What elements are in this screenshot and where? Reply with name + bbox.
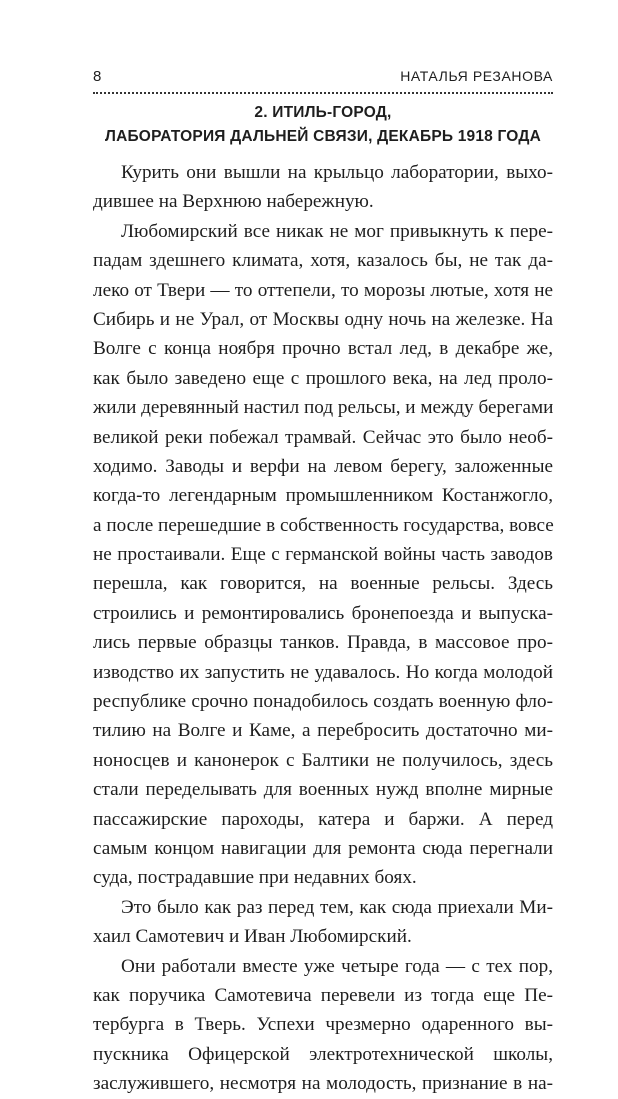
text-line: хаил Самотевич и Иван Любомирский. bbox=[93, 926, 412, 948]
text-line: республике срочно понадобилось создать военную фло- bbox=[93, 691, 553, 713]
text-line: ноносцев и канонерок с Балтики не получилось, здесь bbox=[93, 749, 553, 771]
header-divider bbox=[93, 92, 553, 94]
paragraph bbox=[93, 217, 553, 893]
chapter-heading bbox=[93, 101, 553, 149]
text-line: Они работали вместе уже четыре года — с тех пор, bbox=[121, 955, 553, 977]
text-line: Это было как раз перед тем, как сюда приехали Ми- bbox=[121, 896, 553, 918]
text-line: жили деревянный настил под рельсы, и между берегами bbox=[93, 397, 554, 419]
text-line: Волге с конца ноября прочно встал лед, в декабре же, bbox=[93, 338, 553, 360]
text-line: Сибирь и не Урал, от Москвы одну ночь на железке. На bbox=[93, 308, 553, 330]
page-number: 8 bbox=[93, 68, 102, 85]
text-line: не простаивали. Еще с германской войны часть заводов bbox=[93, 544, 553, 566]
text-line: великой реки побежал трамвай. Сейчас это было необ- bbox=[93, 426, 553, 448]
text-line: когда-то легендарным промышленником Костанжогло, bbox=[93, 485, 553, 507]
paragraph bbox=[93, 893, 553, 952]
text-line: суда, пострадавшие при недавних боях. bbox=[93, 867, 417, 889]
text-line: изводство их запустить не удавалось. Но когда молодой bbox=[93, 661, 553, 683]
text-line: заслужившего, несмотря на молодость, признание в на- bbox=[93, 1073, 553, 1095]
text-line: Любомирский все никак не мог привыкнуть к пере- bbox=[121, 220, 553, 242]
paragraph bbox=[93, 158, 553, 217]
text-line: тилию на Волге и Каме, а перебросить достаточно ми- bbox=[93, 720, 553, 742]
text-line: как было заведено еще с прошлого века, на лед проло- bbox=[93, 367, 553, 389]
text-line: падам здешнего климата, хотя, казалось бы, не так да- bbox=[93, 250, 553, 272]
text-line: леко от Твери — то оттепели, то морозы лютые, хотя не bbox=[93, 279, 553, 301]
text-line: а после перешедшие в собственность государства, вовсе bbox=[93, 514, 554, 536]
text-line: перешла, как говорится, на военные рельсы. Здесь bbox=[93, 573, 553, 595]
text-line: ходимо. Заводы и верфи на левом берегу, заложенные bbox=[93, 455, 553, 477]
text-line: пускника Офицерской электротехнической школы, bbox=[93, 1043, 553, 1065]
text-line: тербурга в Тверь. Успехи чрезмерно одаренного вы- bbox=[93, 1014, 553, 1036]
text-line: стали переделывать для военных нужд вполне мирные bbox=[93, 779, 553, 801]
text-line: пассажирские пароходы, катера и баржи. А перед bbox=[93, 808, 553, 830]
text-line: дившее на Верхнюю набережную. bbox=[93, 191, 374, 213]
text-line: строились и ремонтировались бронепоезда и выпуска- bbox=[93, 602, 553, 624]
chapter-title-line: ЛАБОРАТОРИЯ ДАЛЬНЕЙ СВЯЗИ, ДЕКАБРЬ 1918 ГОДА bbox=[105, 128, 541, 145]
body-text bbox=[93, 158, 553, 1099]
paragraph bbox=[93, 952, 553, 1099]
text-line: как поручика Самотевича перевели из тогда еще Пе- bbox=[93, 984, 553, 1006]
text-line: самым концом навигации для ремонта сюда перегнали bbox=[93, 837, 553, 859]
author-name: НАТАЛЬЯ РЕЗАНОВА bbox=[400, 68, 553, 84]
text-line: лись первые образцы танков. Правда, в массовое про- bbox=[93, 632, 553, 654]
text-line: Курить они вышли на крыльцо лаборатории, выхо- bbox=[121, 162, 553, 183]
running-header bbox=[93, 68, 553, 88]
chapter-title-line: 2. ИТИЛЬ-ГОРОД, bbox=[254, 104, 392, 121]
